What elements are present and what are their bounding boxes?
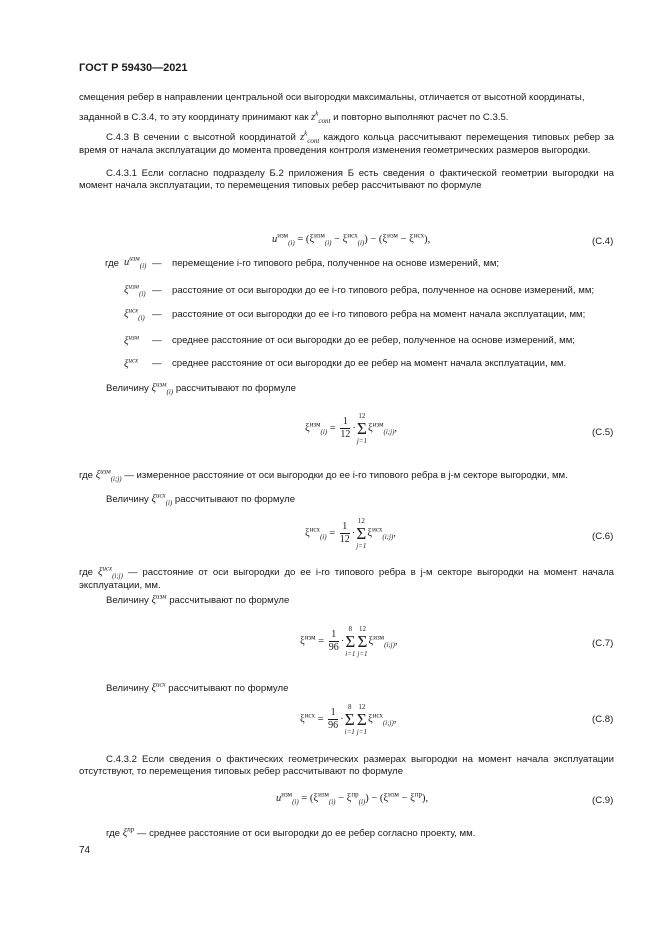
paragraph-c431: С.4.3.1 Если согласно подразделу Б.2 приложения Б есть сведения о фактической геометрии выгородки на момент начала эксплуатации, то перемещения типовых ребер рассчитывают по формуле [79, 168, 614, 192]
intro-c7: Величину $\xi^{изм}$ рассчитывают по формуле [106, 592, 290, 606]
formula-c7: $\xi^{изм}$ = $\frac{1}{96}$ · 8 Σ i=1 12 Σ j=1 $\xi^{изм}_{(i;j)}$, [300, 625, 398, 658]
symbol-xi-izm: $\xi^{изм}$ [124, 333, 140, 347]
paragraph-c43: С.4.3 В сечении с высотной координатой $z^k_{cont}$ каждого кольца рассчитывают перемещения типовых ребер за время от начала эксплуатации до момента проведения контроля изменения геометрических размеров выгородки. [79, 129, 614, 156]
equation-number-c6: (С.6) [592, 531, 614, 542]
symbol-xi-i-isx: $\xi^{исх}_{(i)}$ [124, 306, 145, 323]
equation-number-c5: (С.5) [592, 427, 614, 438]
document-header: ГОСТ Р 59430—2021 [79, 62, 188, 74]
intro-c6: Величину $\xi^{исх}_{(i)}$ рассчитывают по формуле [106, 491, 296, 508]
intro-line-2: заданной в С.3.4, то эту координату принимают как $z^k_{cont}$ и повторно выполняют расчет по С.3.5. [79, 109, 509, 126]
symbol-u-izm: $u^{изм}_{(i)}$ [124, 254, 147, 271]
where-c9: где $\xi^{пр}$ — среднее расстояние от оси выгородки до ее ребер согласно проекту, мм. [106, 825, 476, 839]
formula-c9: $u^{изм}_{(i)} = (\xi^{изм}_{(i)} - \xi^{пр}_{(i)}) - (\xi^{изм} - \xi^{пр})$, [276, 790, 429, 807]
formula-c8: $\xi^{исх}$ = $\frac{1}{96}$ · 8 Σ i=1 12 Σ j=1 $\xi^{исх}_{(i;j)}$, [300, 703, 397, 736]
equation-number-c9: (С.9) [592, 795, 614, 806]
where-c6: где $\xi^{исх}_{(i;j)}$ — расстояние от оси выгородки до ее i-го типового ребра в j-м секторе выгородки на момент начала эксплуатации, мм. [79, 564, 615, 591]
symbol-xi-i-izm: $\xi^{изм}_{(i)}$ [124, 282, 146, 299]
intro-line-1: смещения ребер в направлении центральной оси выгородки максимальны, отличается от высотной координаты, [79, 92, 585, 103]
definition-xi-isx: среднее расстояние от оси выгородки до ее ребер на момент начала эксплуатации, мм. [172, 358, 567, 369]
definition-u-izm: перемещение i-го типового ребра, полученное на основе измерений, мм; [172, 258, 500, 269]
formula-c5: $\xi^{изм}_{(i)}$ = $\frac{1}{12}$ · 12 Σ j=1 $\xi^{изм}_{(i;j)}$, [305, 412, 398, 445]
formula-c6: $\xi^{исх}_{(i)}$ = $\frac{1}{12}$ · 12 Σ j=1 $\xi^{исх}_{(i;j)}$, [305, 517, 396, 550]
symbol-xi-isx: $\xi^{исх}$ [124, 356, 139, 370]
definition-xi-i-izm: расстояние от оси выгородки до ее i-го типового ребра, полученное на основе измерений, мм; [172, 285, 595, 296]
equation-number-c4: (С.4) [592, 236, 614, 247]
definition-xi-izm: среднее расстояние от оси выгородки до ее ребер, полученное на основе измерений, мм; [172, 335, 575, 346]
where-word: где [105, 258, 120, 269]
paragraph-c432: С.4.3.2 Если сведения о фактических геометрических размерах выгородки на момент начала эксплуатации отсутствуют, то перемещения типовых ребер рассчитывают по формуле [79, 754, 614, 778]
equation-number-c8: (С.8) [592, 714, 614, 725]
intro-c5: Величину $\xi^{изм}_{(i)}$ рассчитывают по формуле [106, 380, 296, 397]
where-c5: где $\xi^{изм}_{(i;j)}$ — измеренное расстояние от оси выгородки до ее i-го типового ребра в j-м секторе выгородки, мм. [79, 467, 568, 484]
page-number: 74 [79, 845, 91, 856]
equation-number-c7: (С.7) [592, 638, 614, 649]
intro-c8: Величину $\xi^{исх}$ рассчитывают по формуле [106, 680, 289, 694]
definition-xi-i-isx: расстояние от оси выгородки до ее i-го типового ребра на момент начала эксплуатации, мм; [172, 309, 586, 320]
formula-c4: $u^{изм}_{(i)} = (\xi^{изм}_{(i)} - \xi^{исх}_{(i)}) - (\xi^{изм} - \xi^{исх})$, [272, 231, 431, 248]
